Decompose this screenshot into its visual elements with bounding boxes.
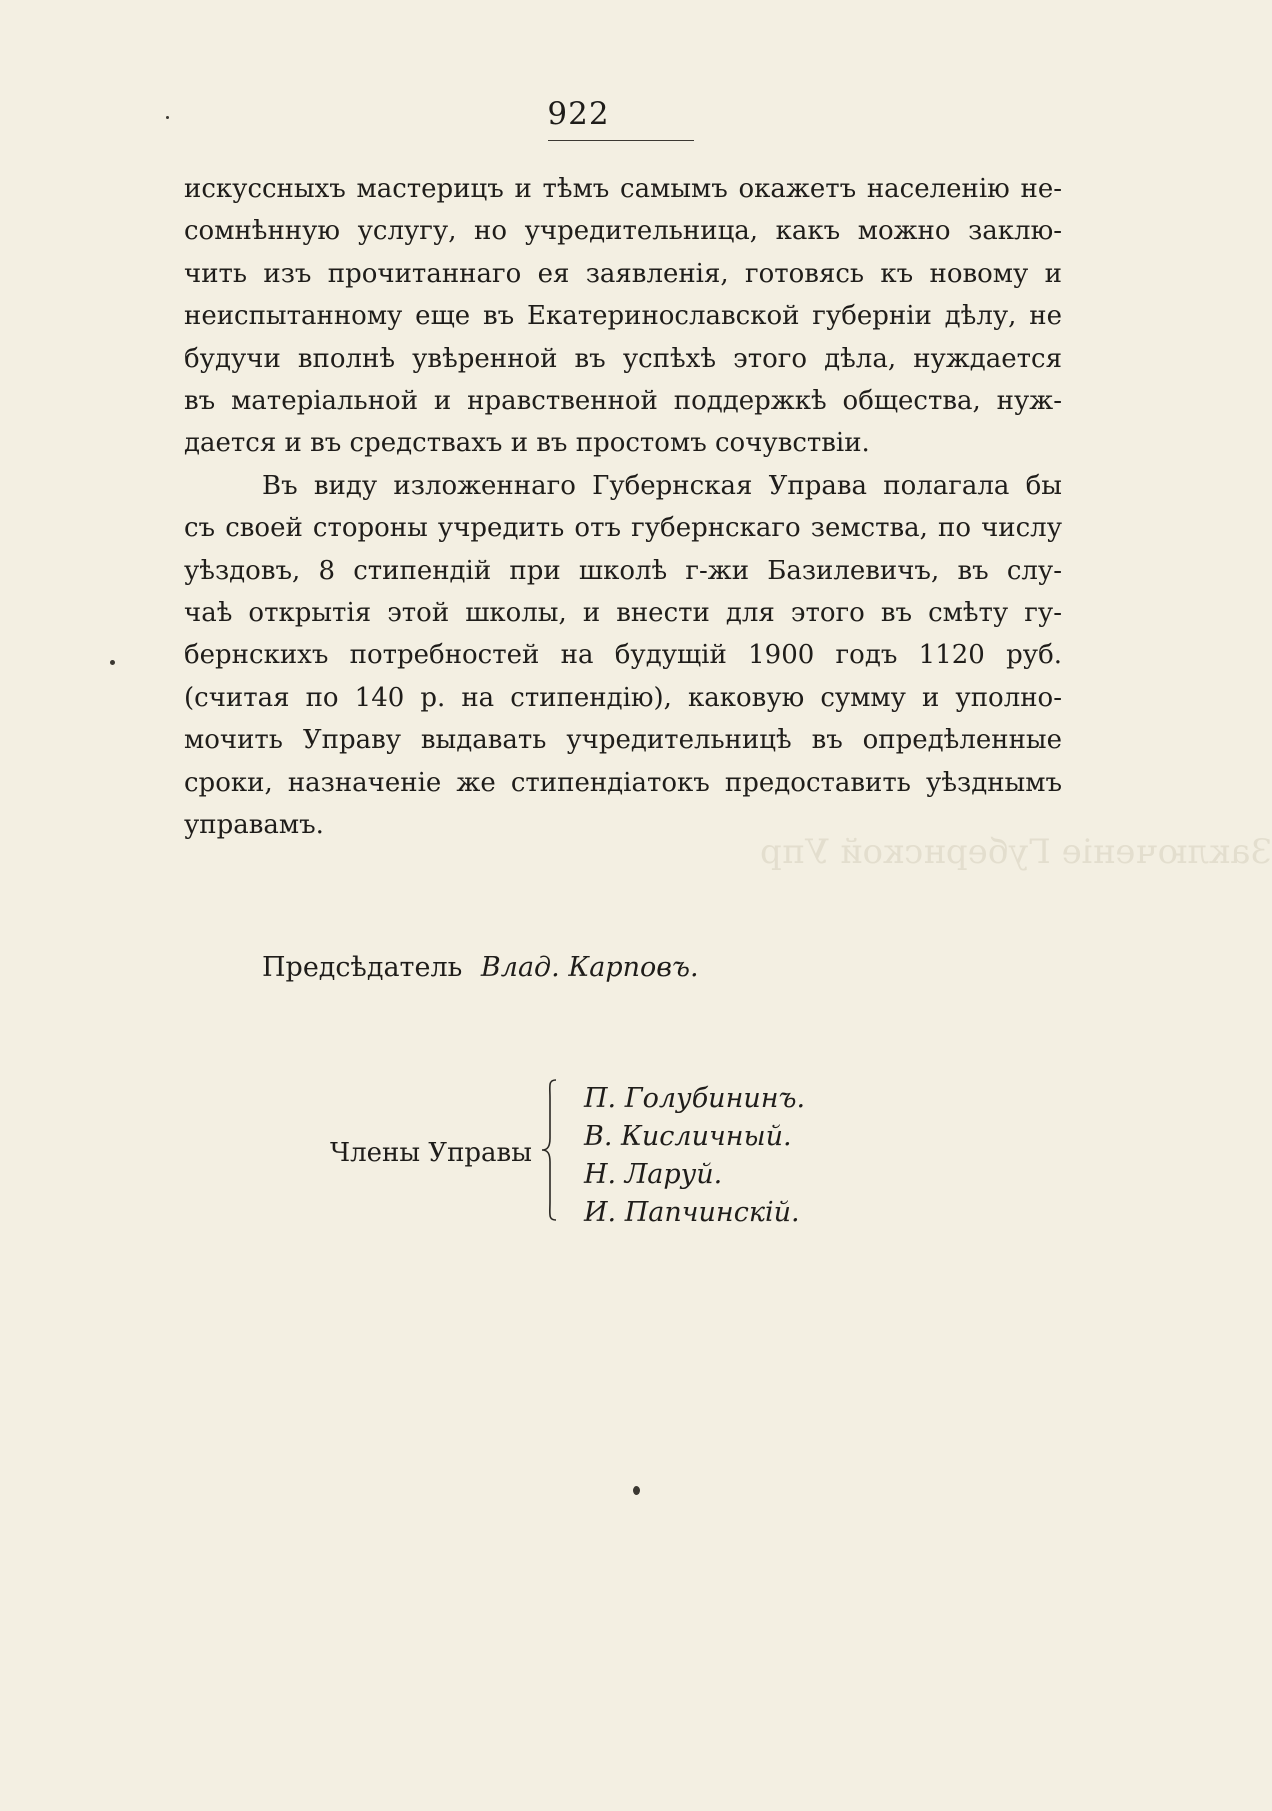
chairman-signature (262, 952, 699, 983)
text-line: (считая по 140 р. на стипендію), каковую сумму и уполно- (184, 682, 1062, 713)
page-number: 922 (547, 96, 610, 132)
member-name: Н. Ларуй. (584, 1159, 723, 1190)
text-line: дается и въ средствахъ и въ простомъ сочувствіи. (184, 428, 870, 459)
text-line: мочить Управу выдавать учредительницѣ въ опредѣленные (184, 725, 1062, 756)
text-line: бернскихъ потребностей на будущій 1900 годъ 1120 руб. (184, 640, 1062, 671)
members-label: Члены Управы (330, 1138, 532, 1168)
text-line: чаѣ открытія этой школы, и внести для этого въ смѣту гу- (184, 598, 1062, 629)
ink-speck (166, 116, 169, 119)
ink-speck (633, 1486, 640, 1495)
text-line: уѣздовъ, 8 стипендій при школѣ г-жи Базилевичъ, въ слу- (184, 555, 1062, 586)
curly-brace-icon (540, 1078, 560, 1222)
text-line: съ своей стороны учредить отъ губернскаго земства, по числу (184, 513, 1062, 544)
chairman-label: Предсѣдатель (262, 952, 463, 983)
text-line: Въ виду изложеннаго Губернская Управа полагала бы (262, 470, 1062, 501)
page-number-rule (548, 140, 694, 141)
chairman-name: Влад. Карповъ. (480, 952, 699, 983)
text-line: сроки, назначеніе же стипендіатокъ предоставить уѣзднымъ (184, 767, 1062, 798)
members-list (584, 1080, 805, 1232)
ink-speck (110, 660, 115, 665)
body-text (184, 168, 1062, 847)
text-line: чить изъ прочитаннаго ея заявленія, готовясь къ новому и (184, 258, 1062, 289)
member-name: П. Голубининъ. (584, 1083, 806, 1114)
paragraph-1 (184, 168, 1062, 465)
bleed-through-text: Заключеніе Губернской Упр (760, 832, 1272, 872)
text-line: управамъ. (184, 810, 324, 841)
member-name: В. Кисличный. (584, 1121, 792, 1152)
text-line: искуссныхъ мастерицъ и тѣмъ самымъ окажетъ населенію не- (184, 174, 1062, 204)
text-line: неиспытанному еще въ Екатеринославской губерніи дѣлу, не (184, 301, 1062, 332)
paragraph-2 (184, 465, 1062, 847)
member-name: И. Папчинскій. (584, 1197, 800, 1228)
text-line: сомнѣнную услугу, но учредительница, какъ можно заклю- (184, 216, 1062, 247)
text-line: будучи вполнѣ увѣренной въ успѣхѣ этого дѣла, нуждается (184, 343, 1062, 374)
text-line: въ матеріальной и нравственной поддержкѣ общества, нуж- (184, 386, 1062, 417)
